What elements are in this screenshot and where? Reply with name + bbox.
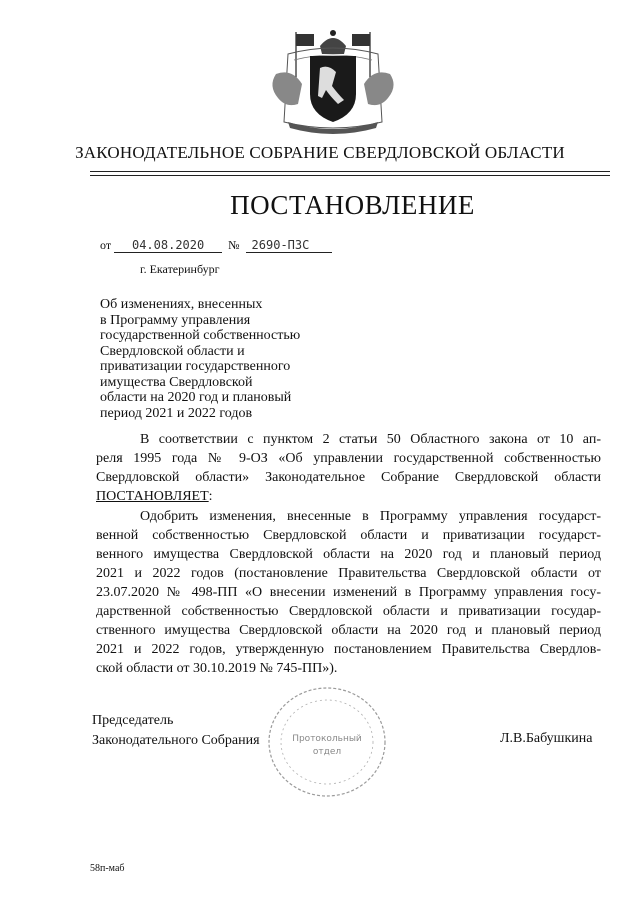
official-seal-stamp — [262, 683, 392, 801]
signatory-title — [92, 711, 260, 751]
document-type-heading: ПОСТАНОВЛЕНИЕ — [230, 190, 475, 220]
paragraph-line: 2021 и 2022 годов (постановление Правительства Свердловской области от — [96, 566, 601, 581]
paragraph-line: венного имущества Свердловской области на 2020 год и плановый период — [96, 547, 601, 562]
subject-line: приватизации государственного — [100, 359, 291, 374]
number-label: № — [228, 238, 240, 252]
preamble-paragraph — [96, 430, 601, 506]
document-date: 04.08.2020 — [114, 238, 222, 253]
resolves-word: ПОСТАНОВЛЯЕТ — [96, 489, 209, 504]
paragraph-line: Одобрить изменения, внесенные в Программу управления государст- — [140, 509, 601, 524]
document-meta-line — [100, 238, 332, 253]
subject-line: области на 2020 год и плановый — [100, 390, 292, 405]
header-rule-thick — [90, 171, 610, 172]
paragraph-line: венной собственностью Свердловской области и приватизации государст- — [96, 528, 601, 543]
organization-title: ЗАКОНОДАТЕЛЬНОЕ СОБРАНИЕ СВЕРДЛОВСКОЙ ОБЛАСТИ — [75, 143, 565, 162]
city-label: г. Екатеринбург — [140, 262, 220, 276]
resolution-paragraph — [96, 507, 601, 678]
subject-line: в Программу управления — [100, 312, 251, 328]
stamp-text-line2: отдел — [312, 747, 342, 757]
resolves-line — [96, 487, 601, 506]
signatory-name: Л.В.Бабушкина — [500, 731, 593, 746]
paragraph-line: ской области от 30.10.2019 № 745-ПП»). — [96, 661, 338, 676]
paragraph-line: 23.07.2020 № 498-ПП «О внесении изменений в Программу управления госу- — [96, 585, 601, 600]
paragraph-line: ственного имущества Свердловской области на 2020 год и плановый период — [96, 623, 601, 638]
subject-line: государственной собственностью — [100, 328, 301, 343]
date-prefix-label: от — [100, 238, 112, 252]
signatory-title-line2: Законодательного Собрания — [92, 733, 260, 748]
paragraph-line: дарственной собственностью Свердловской области и приватизации государ- — [96, 604, 601, 619]
document-subject — [100, 297, 330, 421]
subject-line: Об изменениях, внесенных — [100, 297, 263, 312]
footer-document-code: 58п-маб — [90, 863, 125, 874]
coat-of-arms-emblem — [258, 24, 408, 134]
signatory-title-line1: Председатель — [92, 713, 174, 728]
subject-line: имущества Свердловской — [100, 374, 253, 390]
paragraph-line: В соответствии с пунктом 2 статьи 50 Областного закона от 10 ап- — [140, 432, 601, 447]
paragraph-line: реля 1995 года № 9-ОЗ «Об управлении государственной собственностью — [96, 451, 601, 466]
subject-line: Свердловской области и — [100, 343, 245, 359]
paragraph-line: Свердловской области» Законодательное Собрание Свердловской области — [96, 470, 601, 485]
subject-line: период 2021 и 2022 годов — [100, 405, 253, 421]
stamp-text-line1: Протокольный — [292, 734, 362, 744]
header-rule-thin — [90, 175, 610, 176]
paragraph-line: 2021 и 2022 годов, утвержденную постановлением Правительства Свердлов- — [96, 642, 601, 657]
document-number: 2690-ПЗС — [246, 238, 332, 253]
resolves-colon: : — [208, 489, 213, 504]
